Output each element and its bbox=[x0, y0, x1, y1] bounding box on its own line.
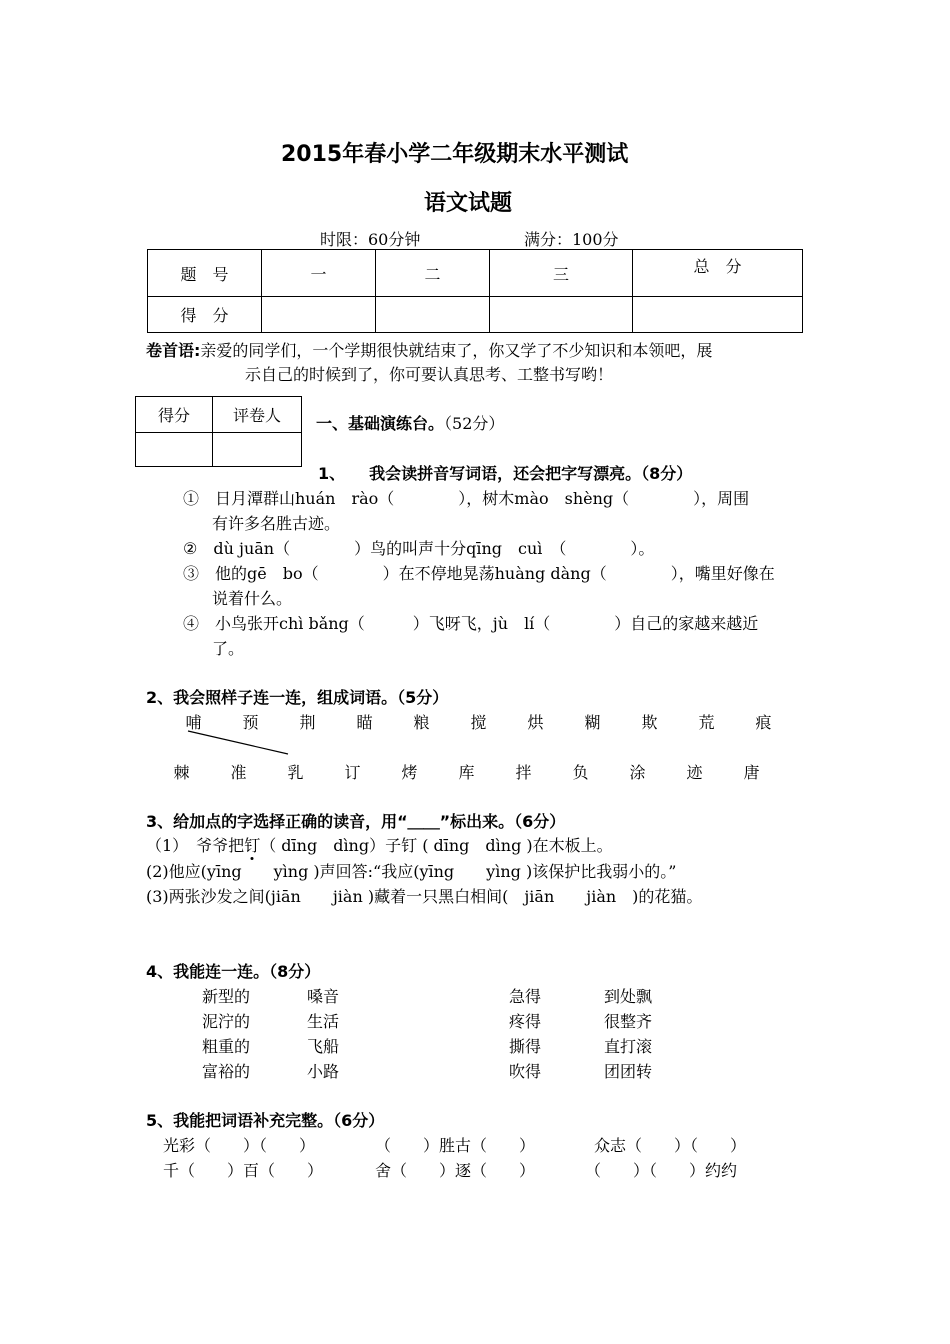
q2-char[interactable]: 乳 bbox=[287, 763, 304, 782]
q2-char[interactable]: 预 bbox=[242, 713, 259, 732]
q2-char[interactable]: 荒 bbox=[698, 713, 715, 732]
q4-item[interactable]: 急得 bbox=[509, 987, 542, 1006]
q4-item[interactable]: 小路 bbox=[307, 1062, 340, 1081]
q2-char[interactable]: 瞄 bbox=[356, 713, 373, 732]
q3-line-1-post: （ dīng dìng）子钉 ( dīng dìng )在木板上。 bbox=[260, 836, 613, 855]
section-1-points: （52分） bbox=[444, 414, 505, 433]
q4-item[interactable]: 直打滚 bbox=[604, 1037, 653, 1056]
q5-r1-c1: 光彩（ ）（ ） bbox=[163, 1136, 316, 1155]
exam-title: 2015年春小学二年级期末水平测试 bbox=[281, 142, 629, 167]
q5-r1-c3: 众志（ ）（ ） bbox=[594, 1136, 747, 1155]
q4-item[interactable]: 团团转 bbox=[604, 1062, 653, 1081]
q4-heading: 4、我能连一连。（8分） bbox=[146, 962, 321, 981]
score-table-row-label: 得 分 bbox=[148, 297, 262, 333]
q5-r1-c2: （ ）胜古（ ） bbox=[375, 1136, 536, 1155]
q2-char[interactable]: 欺 bbox=[641, 713, 658, 732]
q2-char[interactable]: 搅 bbox=[470, 713, 487, 732]
score-table-header-1: 一 bbox=[262, 250, 376, 297]
q2-char[interactable]: 哺 bbox=[185, 713, 202, 732]
q2-char[interactable]: 库 bbox=[458, 763, 475, 782]
q3-line-3: (3)两张沙发之间(jiān jiàn )藏着一只黑白相间( jiān jiàn )的花猫。 bbox=[146, 887, 703, 906]
q2-heading: 2、我会照样子连一连，组成词语。（5分） bbox=[146, 688, 449, 707]
q4-item[interactable]: 到处飘 bbox=[604, 987, 653, 1006]
q1-line-2: 有许多名胜古迹。 bbox=[212, 514, 341, 533]
q4-item[interactable]: 新型的 bbox=[202, 987, 251, 1006]
score-table-header-total: 总 分 bbox=[633, 250, 803, 297]
q2-char[interactable]: 粮 bbox=[413, 713, 430, 732]
q2-char[interactable]: 准 bbox=[230, 763, 247, 782]
q5-heading: 5、我能把词语补充完整。（6分） bbox=[146, 1111, 385, 1130]
q4-item[interactable]: 吹得 bbox=[509, 1062, 542, 1081]
score-table-header-2: 二 bbox=[376, 250, 490, 297]
q2-char[interactable]: 棘 bbox=[173, 763, 190, 782]
q3-line-1 bbox=[146, 833, 613, 856]
q4-col-1 bbox=[202, 984, 250, 1084]
intro-text-1: 亲爱的同学们，一个学期很快就结束了，你又学了不少知识和本领吧，展 bbox=[200, 341, 713, 360]
time-limit: 时限：60分钟 bbox=[320, 230, 421, 249]
q2-char[interactable]: 烘 bbox=[527, 713, 544, 732]
grader-box-score-label: 得分 bbox=[136, 397, 213, 433]
score-table-header-3: 三 bbox=[490, 250, 633, 297]
q2-char[interactable]: 糊 bbox=[584, 713, 601, 732]
full-score: 满分：100分 bbox=[524, 230, 619, 249]
q5-r2-c3: （ ）（ ）约约 bbox=[585, 1161, 738, 1180]
q2-char[interactable]: 拌 bbox=[515, 763, 532, 782]
q4-item[interactable]: 撕得 bbox=[509, 1037, 542, 1056]
q1-line-4: ③ 他的gē bo（ ）在不停地晃荡huàng dàng（ ），嘴里好像在 bbox=[183, 564, 775, 583]
q1-heading: 1、 我会读拼音写词语，还会把字写漂亮。（8分） bbox=[318, 464, 693, 483]
q4-item[interactable]: 生活 bbox=[307, 1012, 340, 1031]
q2-char[interactable]: 订 bbox=[344, 763, 361, 782]
q2-char[interactable]: 唐 bbox=[743, 763, 760, 782]
intro-label: 卷首语: bbox=[146, 341, 201, 360]
q2-bottom-row bbox=[153, 760, 780, 783]
q3-line-2: (2)他应(yīng yìng )声回答:“我应(yīng yìng )该保护比我弱小的。” bbox=[146, 862, 677, 881]
q5-r2-c2: 舍（ ）逐（ ） bbox=[375, 1161, 536, 1180]
section-1-title: 一、基础演练台。 bbox=[316, 414, 445, 433]
q2-char[interactable]: 涂 bbox=[629, 763, 646, 782]
score-table-header-label: 题 号 bbox=[148, 250, 262, 297]
q4-item[interactable]: 疼得 bbox=[509, 1012, 542, 1031]
q1-line-5: 说着什么。 bbox=[212, 589, 293, 608]
q1-line-6: ④ 小鸟张开chì bǎng（ ）飞呀飞，jù lí（ ）自己的家越来越近 bbox=[183, 614, 759, 633]
q2-char[interactable]: 烤 bbox=[401, 763, 418, 782]
q2-char[interactable]: 迹 bbox=[686, 763, 703, 782]
q1-line-3: ② dù juān（ ）鸟的叫声十分qīng cuì （ ）。 bbox=[183, 539, 655, 558]
q3-dotted-char: 钉 bbox=[244, 836, 261, 855]
intro-text-2: 示自己的时候到了，你可要认真思考、工整书写哟！ bbox=[245, 365, 614, 384]
q4-item[interactable]: 富裕的 bbox=[202, 1062, 251, 1081]
q5-r2-c1: 千（ ）百（ ） bbox=[163, 1161, 324, 1180]
q4-col-4 bbox=[604, 984, 652, 1084]
q4-col-2 bbox=[307, 984, 339, 1084]
q4-item[interactable]: 飞船 bbox=[307, 1037, 340, 1056]
q4-item[interactable]: 嗓音 bbox=[307, 987, 340, 1006]
q1-line-1: ① 日月潭群山huán rào（ ），树木mào shèng（ ），周围 bbox=[183, 489, 750, 508]
q3-heading: 3、给加点的字选择正确的读音，用“＿＿”标出来。（6分） bbox=[146, 812, 566, 831]
q1-line-7: 了。 bbox=[212, 639, 245, 658]
q4-item[interactable]: 粗重的 bbox=[202, 1037, 251, 1056]
q4-col-3 bbox=[509, 984, 541, 1084]
q3-line-1-pre: （1） 爷爷把 bbox=[146, 836, 245, 855]
exam-subtitle: 语文试题 bbox=[424, 191, 513, 216]
q2-char[interactable]: 荆 bbox=[299, 713, 316, 732]
q2-char[interactable]: 负 bbox=[572, 763, 589, 782]
q4-item[interactable]: 泥泞的 bbox=[202, 1012, 251, 1031]
q2-char[interactable]: 痕 bbox=[755, 713, 772, 732]
q4-item[interactable]: 很整齐 bbox=[604, 1012, 653, 1031]
grader-box-grader-label: 评卷人 bbox=[213, 397, 302, 433]
